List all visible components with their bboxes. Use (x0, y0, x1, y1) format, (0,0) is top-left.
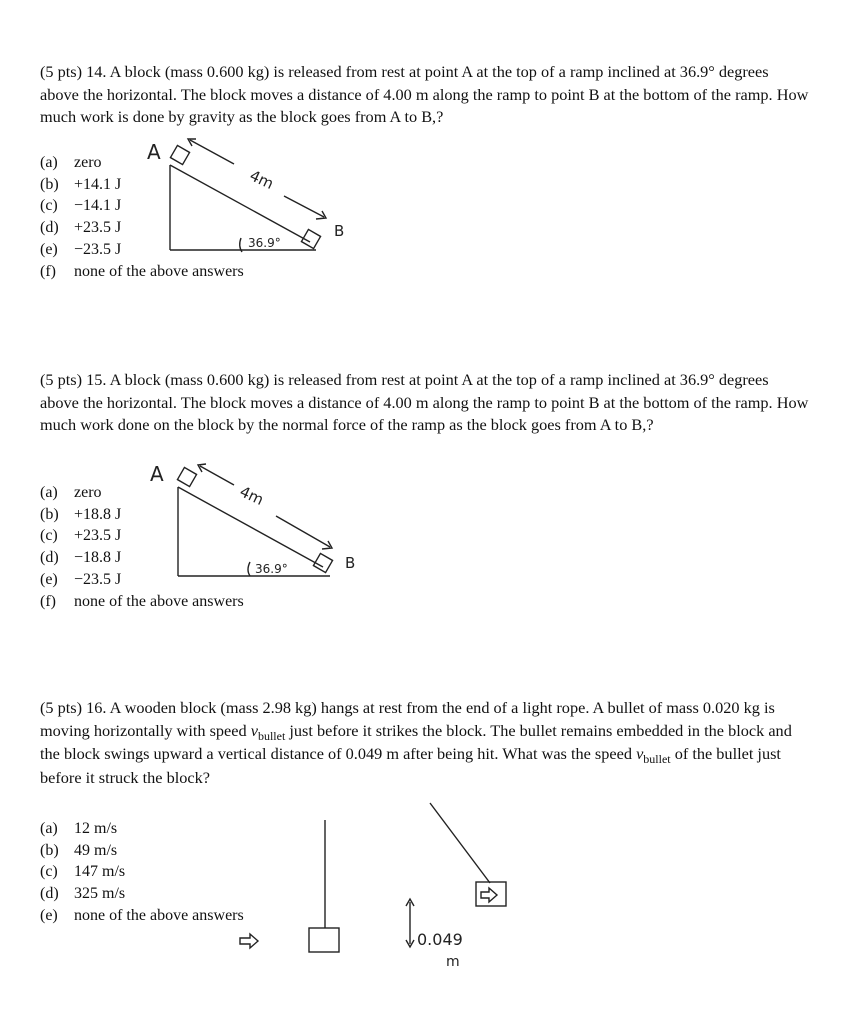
question-14-text: (5 pts) 14. A block (mass 0.600 kg) is released from rest at point A at the top of a ramp inclined at 36.9° degrees above the horizontal. The block moves a distance of 4.00 m along the ramp to point B at the bottom of the ramp. How much work is done by gravity as the block goes from A to B,? (40, 62, 809, 126)
option-c: (c) 147 m/s (40, 863, 126, 881)
label-distance: 4m (236, 482, 267, 509)
option-d: (d) −18.8 J (40, 549, 122, 567)
label-a: A (147, 140, 161, 164)
option-b: (b) +18.8 J (40, 505, 122, 523)
question-15-text: (5 pts) 15. A block (mass 0.600 kg) is released from rest at point A at the top of a ramp inclined at 36.9° degrees above the horizontal. The block moves a distance of 4.00 m along the ramp to point B at the bottom of the ramp. How much work done on the block by the normal force of the ramp as the block goes from A to B,? (40, 370, 809, 434)
arrow-in-block-icon (481, 888, 497, 902)
height-value: 0.049 (417, 930, 463, 949)
option-e: (e) none of the above answers (40, 906, 244, 924)
option-c: (c) +23.5 J (40, 527, 122, 545)
option-f: (f) none of the above answers (40, 592, 244, 610)
label-angle: 36.9° (255, 562, 288, 576)
block-at-rest (309, 928, 339, 952)
label-distance: 4m (246, 166, 277, 193)
option-b: (b) +14.1 J (40, 175, 122, 193)
question-16-text: (5 pts) 16. A wooden block (mass 2.98 kg) hangs at rest from the end of a light rope. A bullet of mass 0.020 kg is moving horizontally with speed $v_{bullet}$ just before it strikes the block. The bullet remains embedded in the block and the block swings upward a vertical distance of 0.049 m after being hit. What was the speed $v_{bullet}$ of the bullet just before it struck the block? (40, 698, 792, 787)
height-unit: m (446, 954, 460, 970)
option-a: (a) 12 m/s (40, 820, 118, 837)
label-b: B (334, 222, 345, 240)
option-b: (b) 49 m/s (40, 841, 118, 859)
option-e: (e) −23.5 J (40, 570, 122, 588)
label-b: B (345, 554, 356, 572)
label-angle: 36.9° (248, 236, 281, 250)
label-a: A (150, 462, 164, 486)
bullet-arrow-icon (240, 934, 258, 948)
option-d: (d) +23.5 J (40, 219, 122, 237)
option-c: (c) −14.1 J (40, 197, 122, 215)
option-d: (d) 325 m/s (40, 885, 126, 903)
option-a: (a) zero (40, 154, 102, 171)
option-a: (a) zero (40, 484, 102, 501)
option-f: (f) none of the above answers (40, 262, 244, 280)
rope-swung (430, 803, 490, 883)
option-e: (e) −23.5 J (40, 240, 122, 258)
